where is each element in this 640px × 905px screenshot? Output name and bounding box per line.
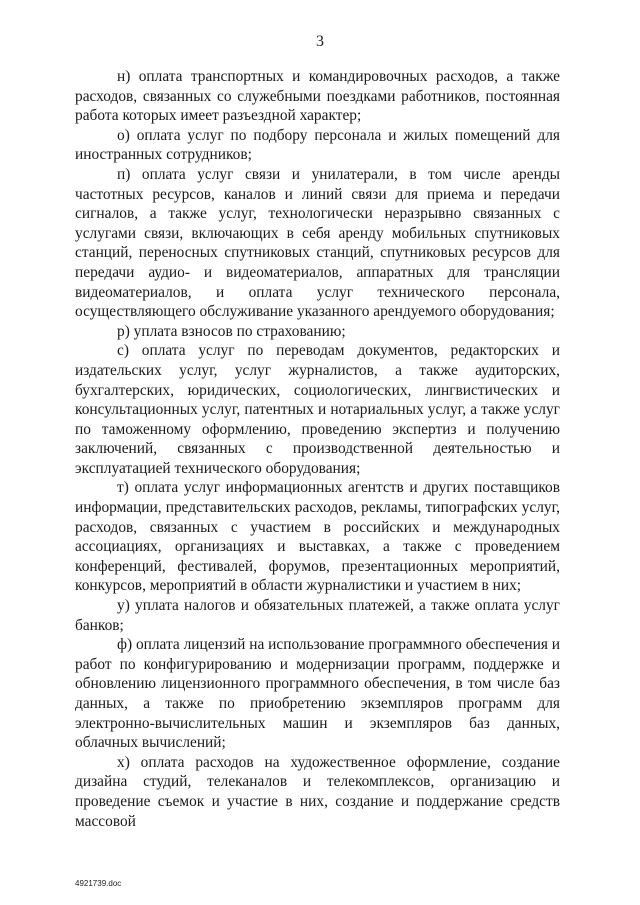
document-filename: 4921739.doc [75, 879, 122, 888]
list-item-f: ф) оплата лицензий на использование программного обеспечения и работ по конфигурированию и модернизации программ, поддержке и обновлению лицензионного программного обеспечения, в том числе баз данных, а также по приобретению экземпляров программ для электронно-вычислительных машин и экземпляров баз данных, облачных вычислений; [75, 636, 560, 752]
list-item-r: р) уплата взносов по страхованию; [117, 322, 346, 340]
list-item-h: х) оплата расходов на художественное оформление, создание дизайна студий, телеканалов и телекомплексов, организацию и проведение съемок и участие в них, создание и поддержание средств массовой [75, 753, 560, 830]
page-number: 3 [316, 33, 324, 50]
list-item-t: т) оплата услуг информационных агентств и других поставщиков информации, представительских расходов, рекламы, типографских услуг, расходов, связанных с участием в российских и международных ассоциациях, организациях и выставках, а также с проведением конференций, фестивалей, форумов, презентационных мероприятий, конкурсов, мероприятий в области журналистики и участием в них; [75, 479, 560, 595]
list-item-o: о) оплата услуг по подбору персонала и жилых помещений для иностранных сотрудников; [75, 126, 560, 164]
document-body [75, 67, 560, 831]
list-item-p: п) оплата услуг связи и унилатерали, в том числе аренды частотных ресурсов, каналов и линий связи для приема и передачи сигналов, а также услуг, технологически неразрывно связанных с услугами связи, включающих в себя аренду мобильных спутниковых станций, переносных спутниковых станций, спутниковых ресурсов для передачи аудио- и видеоматериалов, аппаратных для трансляции видеоматериалов, и оплата услуг технического персонала, осуществляющего обслуживание указанного арендуемого оборудования; [75, 165, 560, 321]
list-item-u: у) уплата налогов и обязательных платежей, а также оплата услуг банков; [75, 597, 560, 634]
list-item-s: с) оплата услуг по переводам документов, редакторских и издательских услуг, услуг журналистов, а также аудиторских, бухгалтерских, юридических, социологических, лингвистических и консультационных услуг, патентных и нотариальных услуг, а также услуг по таможенному оформлению, проведению экспертиз и получению заключений, связанных с производственной деятельностью и эксплуатацией технического оборудования; [75, 342, 560, 477]
list-item-n: н) оплата транспортных и командировочных расходов, а также расходов, связанных со служебными поездками работников, постоянная работа которых имеет разъездной характер; [75, 68, 560, 125]
